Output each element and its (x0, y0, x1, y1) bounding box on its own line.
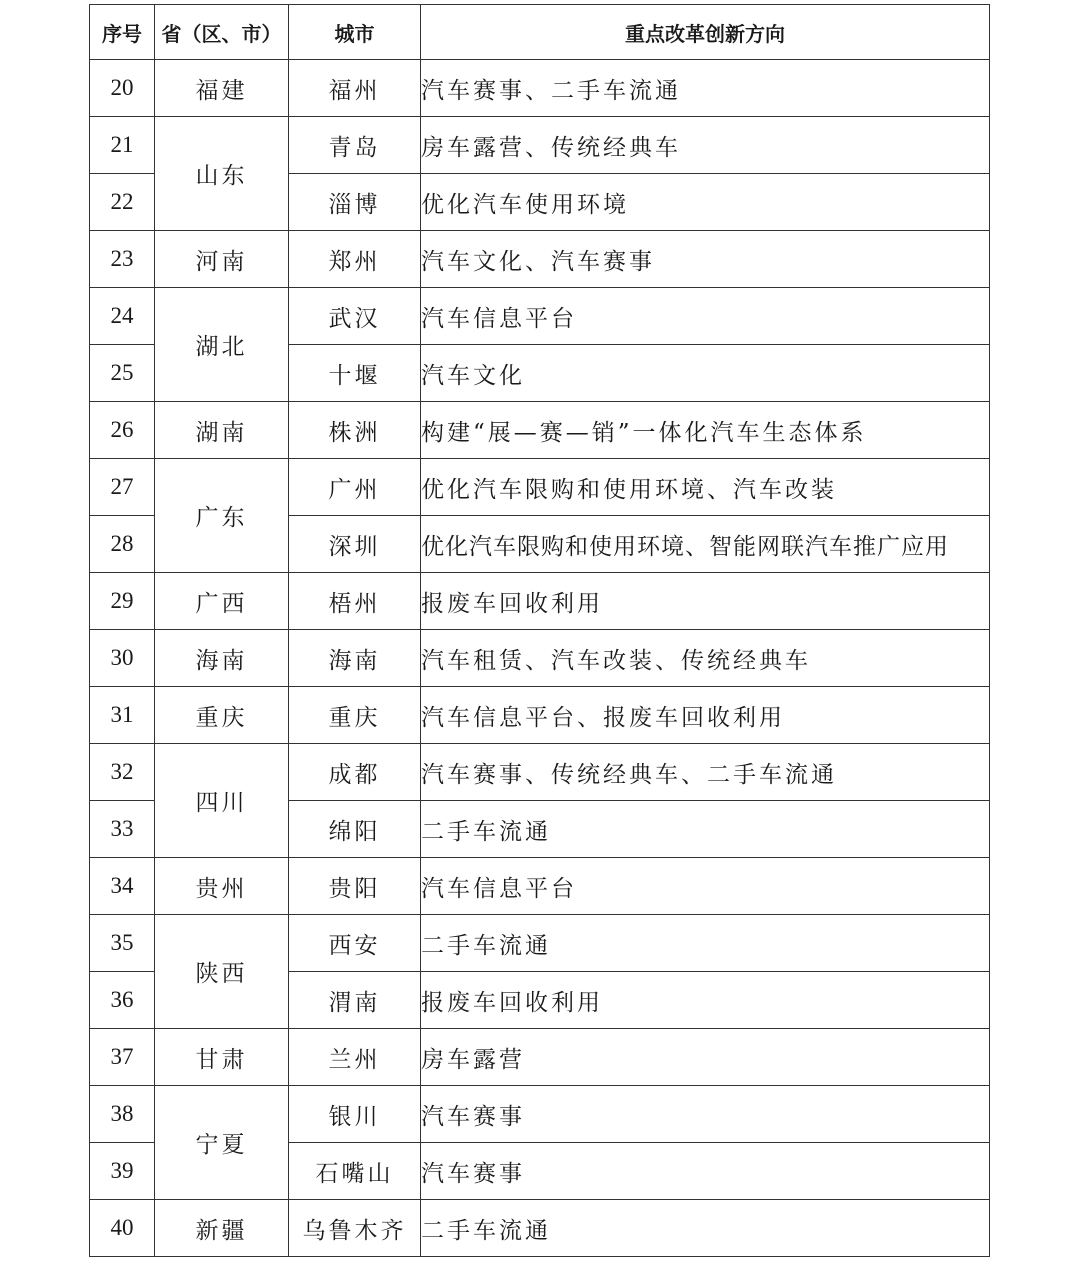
row-index: 36 (90, 972, 155, 1029)
table-row (90, 1086, 990, 1143)
city-cell: 银川 (289, 1086, 421, 1143)
reform-direction-cell: 汽车赛事、传统经典车、二手车流通 (421, 744, 990, 801)
province-cell: 河南 (155, 231, 289, 288)
row-index: 33 (90, 801, 155, 858)
city-cell: 贵阳 (289, 858, 421, 915)
row-index: 26 (90, 402, 155, 459)
table-row (90, 687, 990, 744)
table-row (90, 573, 990, 630)
province-cell: 四川 (155, 744, 289, 858)
province-cell: 贵州 (155, 858, 289, 915)
province-cell: 山东 (155, 117, 289, 231)
city-cell: 株洲 (289, 402, 421, 459)
province-cell: 湖北 (155, 288, 289, 402)
reform-direction-cell: 汽车信息平台 (421, 288, 990, 345)
reform-direction-cell: 构建“展—赛—销”一体化汽车生态体系 (421, 402, 990, 459)
table-row (90, 117, 990, 174)
city-cell: 兰州 (289, 1029, 421, 1086)
province-cell: 湖南 (155, 402, 289, 459)
row-index: 21 (90, 117, 155, 174)
city-cell: 绵阳 (289, 801, 421, 858)
table-row (90, 288, 990, 345)
city-cell: 成都 (289, 744, 421, 801)
row-index: 25 (90, 345, 155, 402)
reform-direction-cell: 汽车文化 (421, 345, 990, 402)
city-cell: 青岛 (289, 117, 421, 174)
province-cell: 广西 (155, 573, 289, 630)
reform-direction-cell: 二手车流通 (421, 915, 990, 972)
table-row (90, 459, 990, 516)
reform-direction-cell: 汽车信息平台、报废车回收利用 (421, 687, 990, 744)
row-index: 24 (90, 288, 155, 345)
header-index: 序号 (90, 5, 155, 60)
header-city: 城市 (289, 5, 421, 60)
reform-direction-cell: 二手车流通 (421, 801, 990, 858)
table-row (90, 402, 990, 459)
province-cell: 宁夏 (155, 1086, 289, 1200)
row-index: 27 (90, 459, 155, 516)
city-cell: 海南 (289, 630, 421, 687)
reform-direction-cell: 汽车租赁、汽车改装、传统经典车 (421, 630, 990, 687)
city-cell: 广州 (289, 459, 421, 516)
header-reform-direction: 重点改革创新方向 (421, 5, 990, 60)
header-province: 省（区、市） (155, 5, 289, 60)
table-body (90, 60, 990, 1257)
table-row (90, 744, 990, 801)
row-index: 38 (90, 1086, 155, 1143)
reform-direction-cell: 报废车回收利用 (421, 972, 990, 1029)
reform-direction-cell: 报废车回收利用 (421, 573, 990, 630)
table-row (90, 1200, 990, 1257)
row-index: 31 (90, 687, 155, 744)
table-row (90, 1029, 990, 1086)
reform-direction-cell: 优化汽车限购和使用环境、汽车改装 (421, 459, 990, 516)
reform-direction-cell: 汽车赛事、二手车流通 (421, 60, 990, 117)
city-cell: 福州 (289, 60, 421, 117)
row-index: 22 (90, 174, 155, 231)
city-cell: 梧州 (289, 573, 421, 630)
row-index: 20 (90, 60, 155, 117)
province-cell: 新疆 (155, 1200, 289, 1257)
city-cell: 郑州 (289, 231, 421, 288)
row-index: 28 (90, 516, 155, 573)
row-index: 29 (90, 573, 155, 630)
province-cell: 重庆 (155, 687, 289, 744)
reform-direction-cell: 汽车信息平台 (421, 858, 990, 915)
row-index: 23 (90, 231, 155, 288)
city-cell: 乌鲁木齐 (289, 1200, 421, 1257)
row-index: 32 (90, 744, 155, 801)
row-index: 35 (90, 915, 155, 972)
city-cell: 重庆 (289, 687, 421, 744)
reform-direction-cell: 房车露营、传统经典车 (421, 117, 990, 174)
table-row (90, 630, 990, 687)
province-cell: 陕西 (155, 915, 289, 1029)
city-cell: 石嘴山 (289, 1143, 421, 1200)
province-cell: 海南 (155, 630, 289, 687)
row-index: 30 (90, 630, 155, 687)
city-cell: 武汉 (289, 288, 421, 345)
province-cell: 广东 (155, 459, 289, 573)
reform-direction-cell: 优化汽车限购和使用环境、智能网联汽车推广应用 (421, 516, 990, 573)
reform-direction-cell: 汽车赛事 (421, 1143, 990, 1200)
table-row (90, 60, 990, 117)
row-index: 34 (90, 858, 155, 915)
reform-direction-cell: 汽车文化、汽车赛事 (421, 231, 990, 288)
city-cell: 十堰 (289, 345, 421, 402)
city-cell: 淄博 (289, 174, 421, 231)
reform-direction-cell: 房车露营 (421, 1029, 990, 1086)
city-cell: 西安 (289, 915, 421, 972)
row-index: 37 (90, 1029, 155, 1086)
table-row (90, 231, 990, 288)
reform-direction-cell: 汽车赛事 (421, 1086, 990, 1143)
province-cell: 福建 (155, 60, 289, 117)
table-row (90, 915, 990, 972)
province-cell: 甘肃 (155, 1029, 289, 1086)
city-cell: 深圳 (289, 516, 421, 573)
city-cell: 渭南 (289, 972, 421, 1029)
table-row (90, 858, 990, 915)
row-index: 39 (90, 1143, 155, 1200)
reform-direction-cell: 优化汽车使用环境 (421, 174, 990, 231)
reform-direction-cell: 二手车流通 (421, 1200, 990, 1257)
reform-table (89, 4, 990, 1257)
row-index: 40 (90, 1200, 155, 1257)
table-header-row (90, 5, 990, 60)
